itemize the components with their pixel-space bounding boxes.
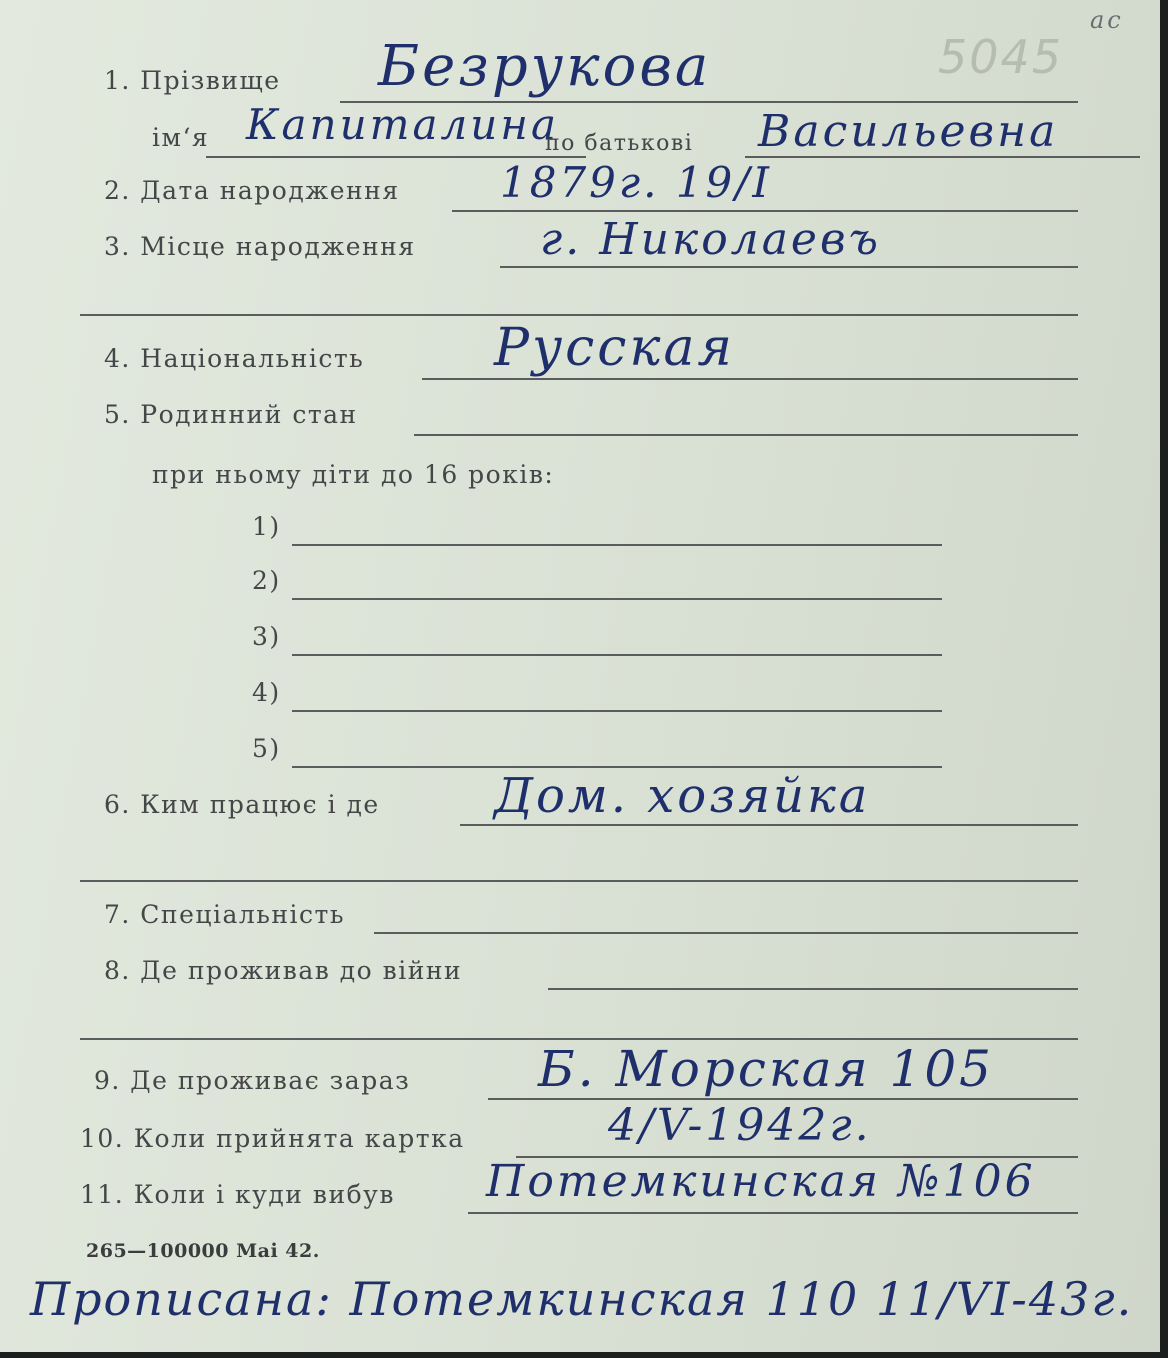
- nationality-line: [422, 378, 1078, 380]
- family-status-line: [414, 434, 1078, 436]
- child-5-label: 5): [252, 734, 281, 763]
- patronymic-label: по батькові: [545, 131, 694, 156]
- surname-label: 1. Прізвище: [104, 66, 281, 95]
- nationality-label: 4. Національність: [104, 344, 365, 373]
- child-2-label: 2): [252, 566, 281, 595]
- serial-suffix: ac: [1090, 6, 1124, 34]
- surname-value: Безрукова: [378, 34, 712, 99]
- birth-place-line-2: [80, 314, 1078, 316]
- current-residence-label: 9. Де проживає зараз: [94, 1066, 411, 1095]
- occupation-label: 6. Ким працює і де: [104, 790, 380, 819]
- card-accepted-label: 10. Коли прийнята картка: [80, 1124, 465, 1153]
- child-1-line: [292, 544, 942, 546]
- birth-place-label: 3. Місце народження: [104, 232, 416, 261]
- specialty-label: 7. Спеціальність: [104, 900, 345, 929]
- departure-line: [468, 1212, 1078, 1214]
- card-accepted-value: 4/V-1942г.: [608, 1100, 872, 1151]
- birth-place-value: г. Николаевъ: [540, 214, 881, 265]
- child-4-label: 4): [252, 678, 281, 707]
- family-status-label: 5. Родинний стан: [104, 400, 358, 429]
- birth-date-value: 1879г. 19/I: [500, 158, 772, 207]
- prewar-residence-label: 8. Де проживав до війни: [104, 956, 463, 985]
- child-2-line: [292, 598, 942, 600]
- specialty-line: [374, 932, 1078, 934]
- child-3-label: 3): [252, 622, 281, 651]
- nationality-value: Русская: [494, 318, 735, 378]
- child-4-line: [292, 710, 942, 712]
- current-residence-value: Б. Морская 105: [538, 1040, 994, 1098]
- photo-edge-right: [1160, 0, 1168, 1358]
- footer-note: Прописана: Потемкинская 110 11/VI-43г.: [30, 1272, 1134, 1326]
- child-3-line: [292, 654, 942, 656]
- occupation-value: Дом. хозяйка: [494, 768, 871, 824]
- birth-date-line: [452, 210, 1078, 212]
- children-label: при ньому діти до 16 років:: [152, 460, 555, 489]
- photo-edge-bottom: [0, 1352, 1168, 1358]
- occupation-line-2: [80, 880, 1078, 882]
- name-label: ім‘я: [152, 123, 210, 152]
- birth-date-label: 2. Дата народження: [104, 176, 400, 205]
- serial-number: 5045: [938, 30, 1064, 84]
- occupation-line: [460, 824, 1078, 826]
- child-1-label: 1): [252, 512, 281, 541]
- departure-label: 11. Коли і куди вибув: [80, 1180, 395, 1209]
- departure-value: Потемкинская №106: [486, 1156, 1036, 1207]
- prewar-residence-line: [548, 988, 1078, 990]
- patronymic-value: Васильевна: [758, 106, 1059, 157]
- name-value: Капиталина: [246, 100, 560, 149]
- print-code: 265—100000 Mai 42.: [86, 1240, 320, 1262]
- birth-place-line: [500, 266, 1078, 268]
